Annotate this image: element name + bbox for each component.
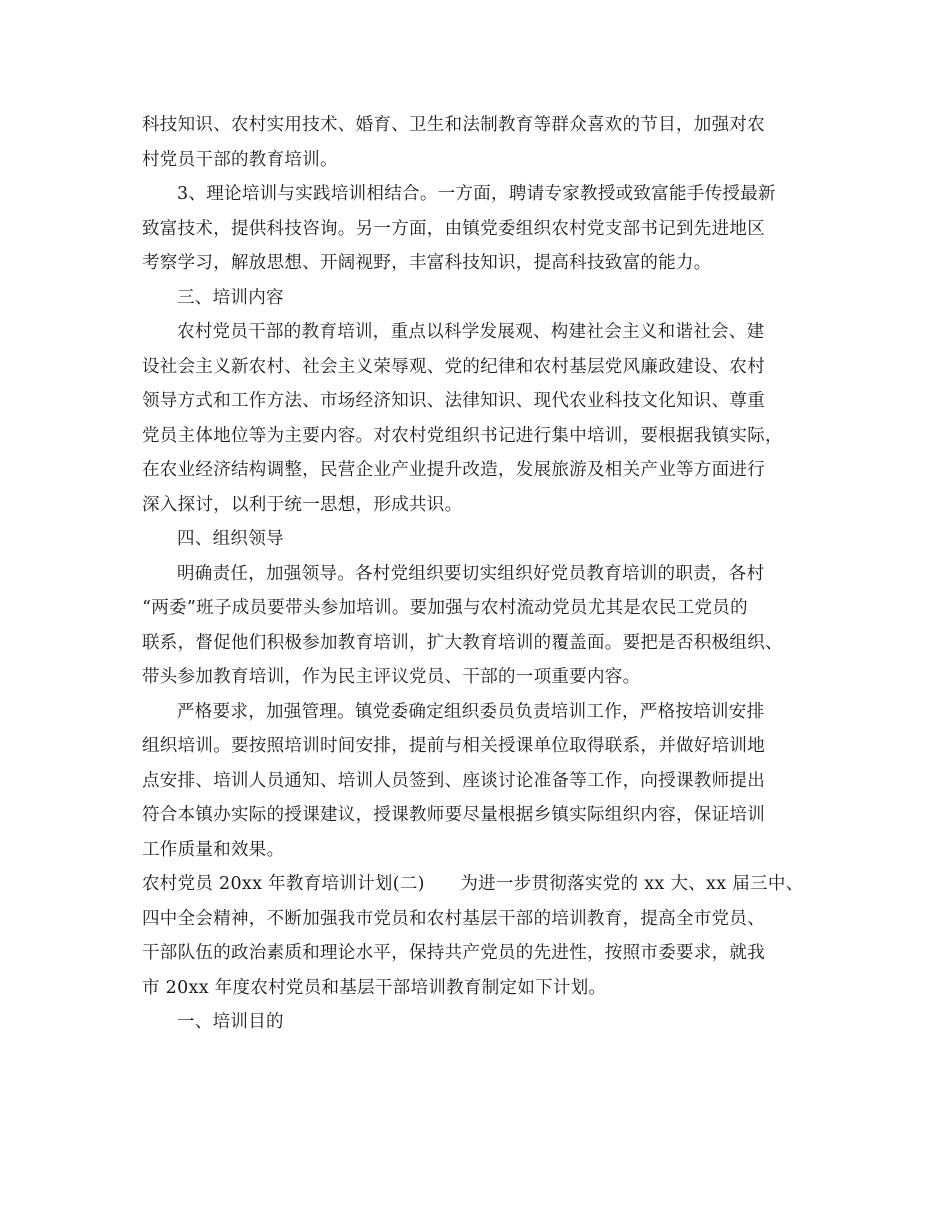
text-line: 科技知识、农村实用技术、婚育、卫生和法制教育等群众喜欢的节目，加强对农 — [142, 115, 765, 135]
text-line: “两委”班子成员要带头参加培训。要加强与农村流动党员尤其是农民工党员的 — [142, 598, 748, 618]
text-line: 工作质量和效果。 — [142, 839, 285, 860]
text-line: 干部队伍的政治素质和理论水平，保持共产党员的先进性，按照市委要求，就我 — [142, 943, 765, 963]
text-line: 带头参加教育培训，作为民主评议党员、干部的一项重要内容。 — [142, 667, 641, 687]
paragraph-first-line: 严格要求，加强管理。镇党委确定组织委员负责培训工作，严格按培训安排 — [177, 701, 765, 722]
section-heading: 四、组织领导 — [177, 529, 284, 549]
paragraph-first-line: 3、理论培训与实践培训相结合。一方面，聘请专家教授或致富能手传授最新 — [177, 184, 776, 204]
paragraph-first-line: 明确责任，加强领导。各村党组织要切实组织好党员教育培训的职责，各村 — [177, 563, 765, 584]
document-title-line: 农村党员 20xx 年教育培训计划(二) 为进一步贯彻落实党的 xx 大、xx 届三中、 — [142, 874, 804, 894]
text-line: 深入探讨，以利于统一思想，形成共识。 — [142, 494, 463, 515]
text-line: 市 20xx 年度农村党员和基层干部培训教育制定如下计划。 — [142, 977, 607, 998]
text-line: 设社会主义新农村、社会主义荣辱观、党的纪律和农村基层党风廉政建设、农村 — [142, 356, 765, 377]
text-line: 符合本镇办实际的授课建议，授课教师要尽量根据乡镇实际组织内容，保证培训 — [142, 805, 765, 825]
text-line: 领导方式和工作方法、市场经济知识、法律知识、现代农业科技文化知识、尊重 — [142, 391, 765, 411]
text-line: 点安排、培训人员通知、培训人员签到、座谈讨论准备等工作，向授课教师提出 — [142, 770, 765, 791]
text-line: 村党员干部的教育培训。 — [142, 149, 338, 170]
paragraph-first-line: 农村党员干部的教育培训，重点以科学发展观、构建社会主义和谐社会、建 — [177, 322, 765, 342]
text-line: 考察学习，解放思想、开阔视野，丰富科技知识，提高科技致富的能力。 — [142, 253, 712, 273]
text-line: 组织培训。要按照培训时间安排，提前与相关授课单位取得联系，并做好培训地 — [142, 736, 765, 756]
text-line: 在农业经济结构调整，民营企业产业提升改造，发展旅游及相关产业等方面进行 — [142, 460, 765, 480]
text-line: 联系，督促他们积极参加教育培训，扩大教育培训的覆盖面。要把是否积极组织、 — [142, 632, 783, 653]
section-heading: 三、培训内容 — [177, 287, 284, 308]
text-line: 致富技术，提供科技咨询。另一方面，由镇党委组织农村党支部书记到先进地区 — [142, 218, 765, 239]
text-line: 四中全会精神，不断加强我市党员和农村基层干部的培训教育，提高全市党员、 — [142, 908, 765, 929]
document-page — [142, 108, 812, 1040]
section-heading: 一、培训目的 — [177, 1012, 284, 1032]
text-line: 党员主体地位等为主要内容。对农村党组织书记进行集中培训，要根据我镇实际， — [142, 425, 783, 446]
